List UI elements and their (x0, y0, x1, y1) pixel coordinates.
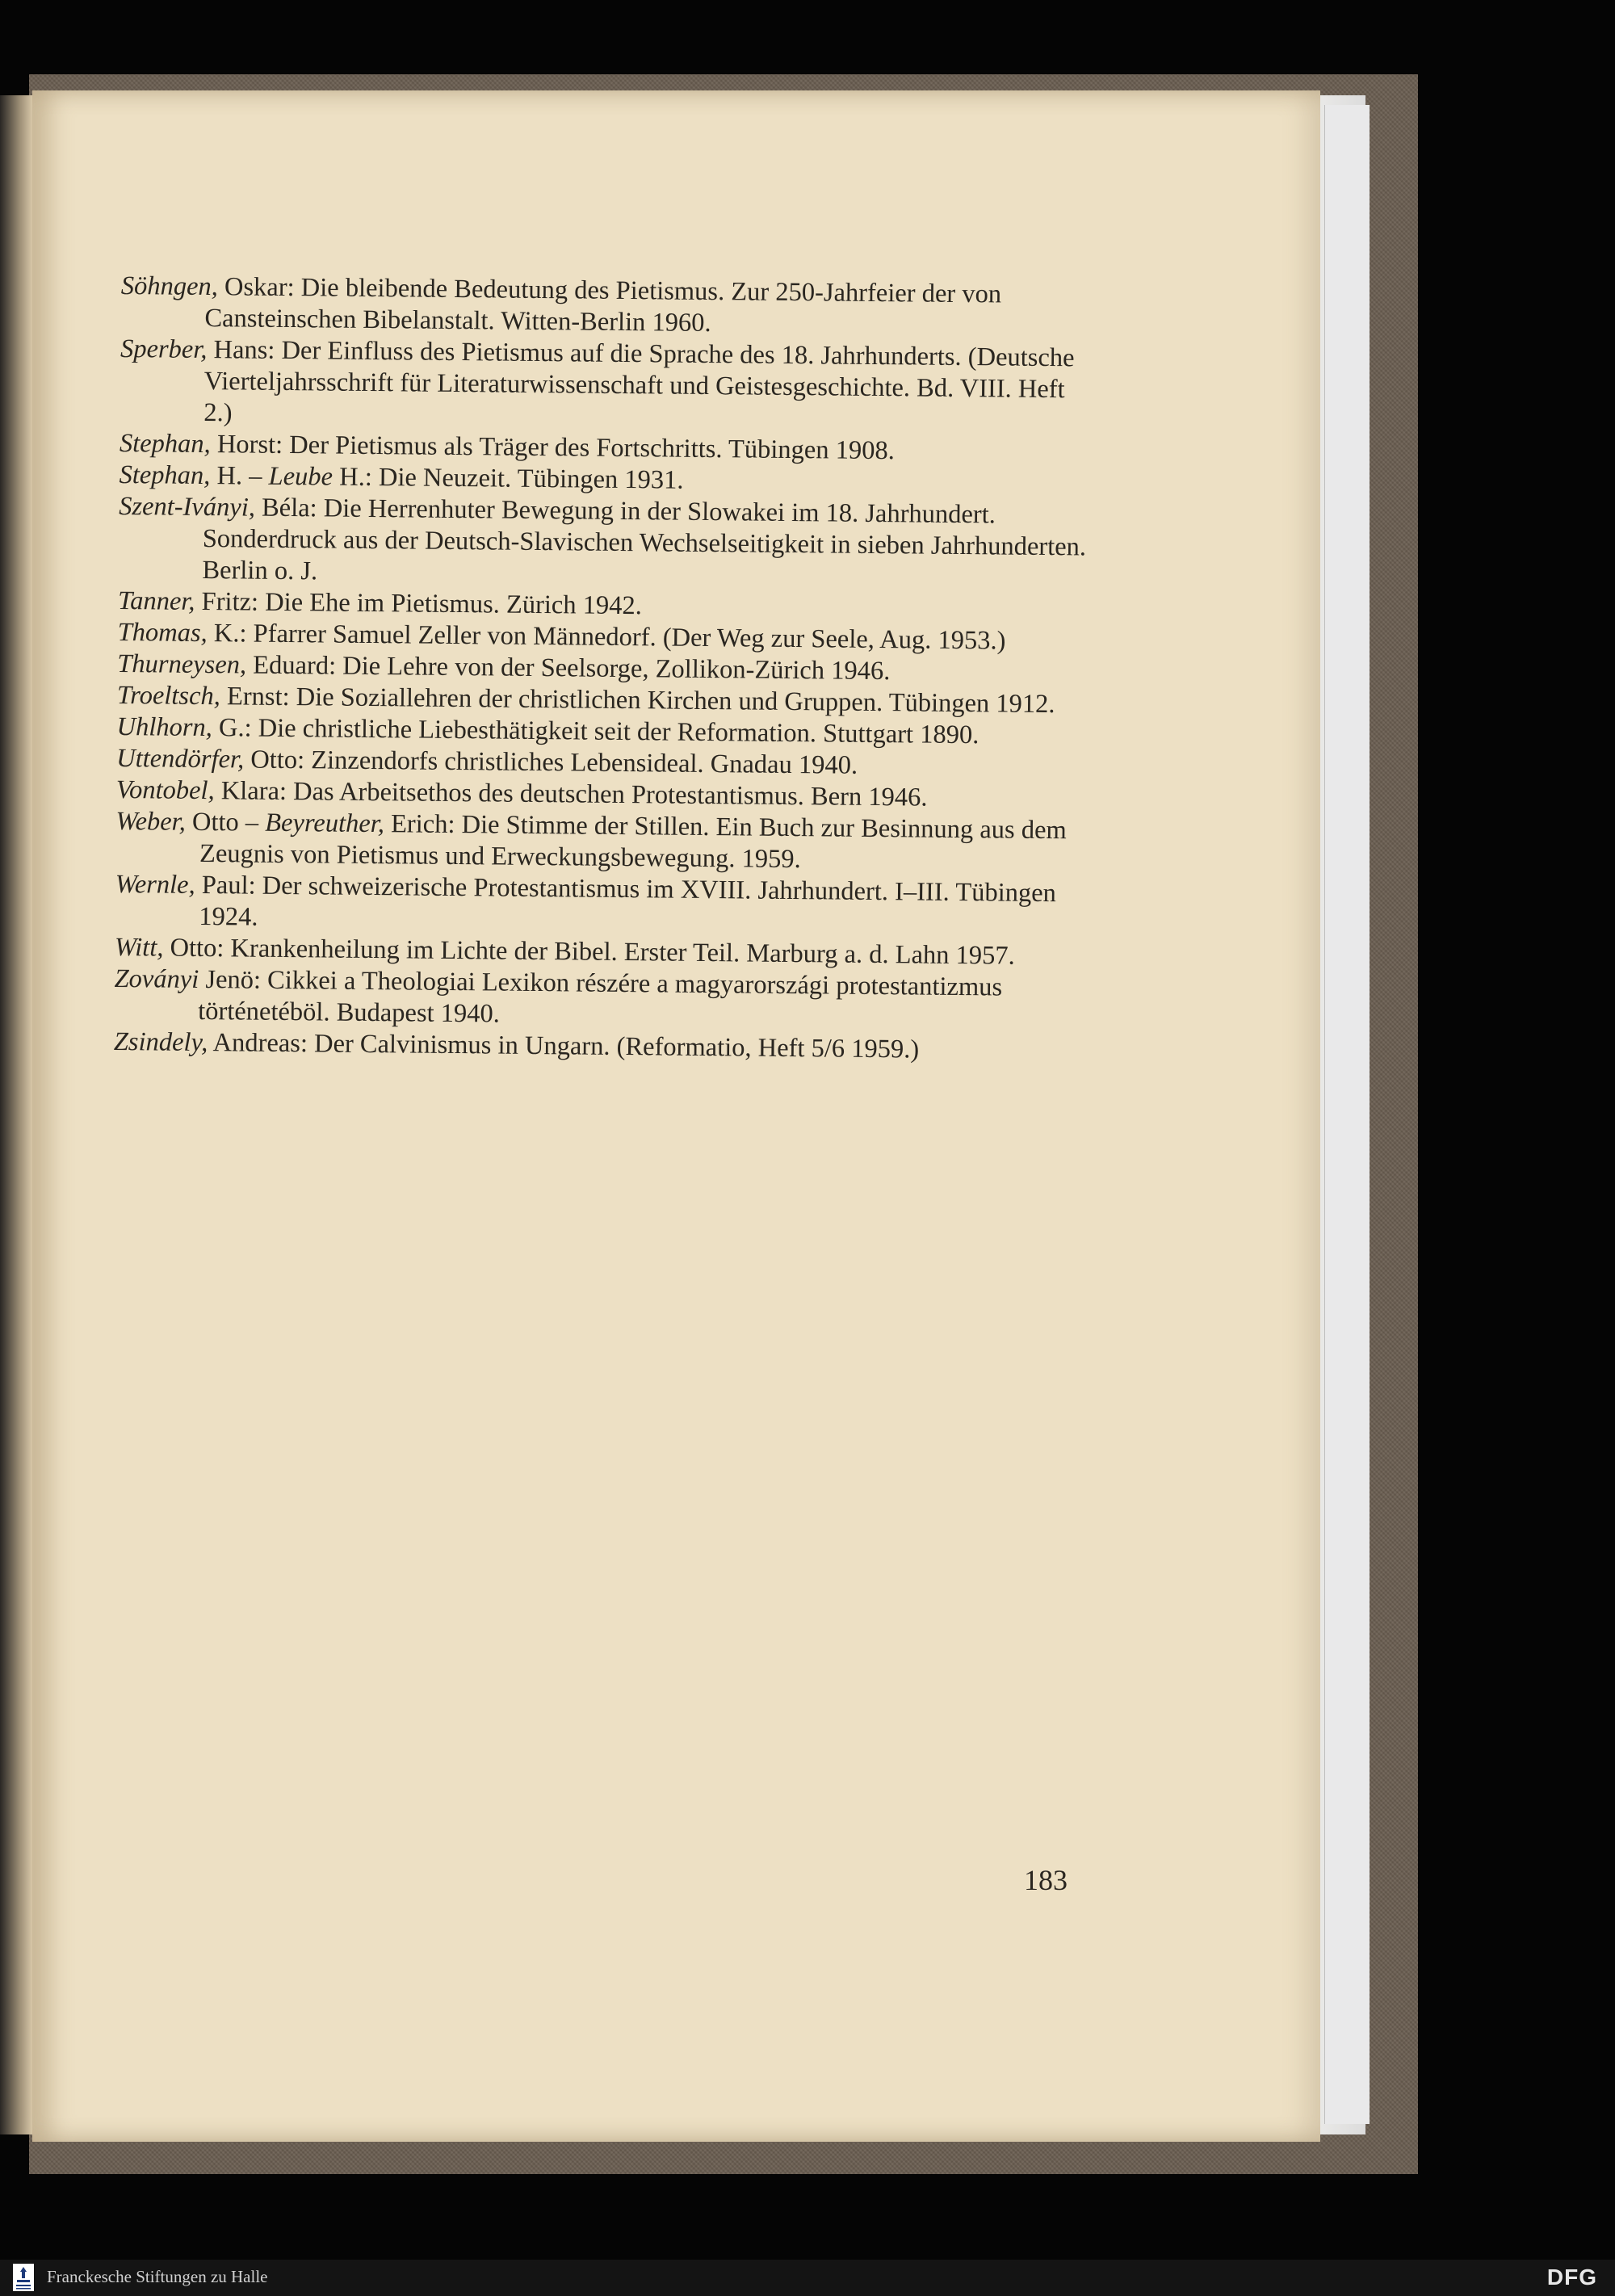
entry-author: Uhlhorn, (116, 711, 213, 743)
entry-author: Zsindely, (113, 1026, 208, 1058)
entry-text: K.: Pfarrer Samuel Zeller von Männedorf. (Der Weg zur Seele, Aug. 1953.) (207, 619, 1006, 656)
entry-author: Wernle, (115, 869, 195, 900)
bibliography-entry (120, 334, 1097, 438)
entry-author: Uttendörfer, (116, 743, 245, 774)
page-number: 183 (1024, 1864, 1068, 1896)
entry-author: Szent-Iványi, (119, 491, 256, 523)
dfg-logo: DFG (1546, 2265, 1597, 2290)
entry-author: Vontobel, (115, 774, 215, 806)
entry-author: Weber, (115, 806, 186, 837)
entry-author: Stephan, (119, 460, 211, 491)
entry-author: Witt, (114, 932, 164, 963)
entry-text: Oskar: Die bleibende Bedeutung des Pietismus. Zur 250-Jahrfeier der von Cansteinschen Bibelanstalt. Witten-Berlin 1960. (204, 272, 1002, 338)
bibliography-entry (114, 963, 1092, 1036)
entry-text: Klara: Das Arbeitsethos des deutschen Protestantismus. Bern 1946. (214, 776, 928, 812)
bibliography-entry (115, 806, 1093, 879)
entry-author: Stephan, (119, 428, 211, 460)
bibliography-list (114, 271, 1098, 1068)
gutter-strip (0, 95, 32, 2134)
institution-logo-icon (13, 2264, 34, 2291)
entry-text-continued: Erich: Die Stimme der Stillen. Ein Buch zur Besinnung aus dem Zeugnis von Pietismus und Erweckungsbewegung. 1959. (199, 809, 1067, 875)
entry-text: Otto: Zinzendorfs christliches Lebensideal. Gnadau 1940. (244, 745, 858, 780)
entry-text: Otto: Krankenheilung im Lichte der Bibel. Erster Teil. Marburg a. d. Lahn 1957. (163, 933, 1015, 971)
bibliography-entry (115, 869, 1093, 942)
entry-text: Paul: Der schweizerische Protestantismus im XVIII. Jahrhundert. I–III. Tübingen 1924. (195, 870, 1057, 932)
entry-text: Ernst: Die Soziallehren der christlichen Kirchen und Gruppen. Tübingen 1912. (220, 682, 1055, 720)
entry-author: Sperber, (120, 334, 208, 365)
entry-text: Jenö: Cikkei a Theologiai Lexikon részére a magyarországi protestantizmus történetéböl. Budapest 1940. (198, 964, 1003, 1029)
entry-text: Otto – (185, 807, 266, 837)
institution-name: Franckesche Stiftungen zu Halle (47, 2267, 268, 2286)
entry-text: G.: Die christliche Liebesthätigkeit seit der Reformation. Stuttgart 1890. (212, 713, 979, 750)
entry-author: Thurneysen, (117, 649, 247, 680)
entry-text: Horst: Der Pietismus als Träger des Fortschritts. Tübingen 1908. (210, 430, 896, 466)
entry-text: Béla: Die Herrenhuter Bewegung in der Slowakei im 18. Jahrhundert. Sonderdruck aus der Deutsch-Slavischen Wechselseitigkeit in sieben Jahrhunderten. Berlin o. J. (202, 493, 1087, 586)
entry-text: Andreas: Der Calvinismus in Ungarn. (Reformatio, Heft 5/6 1959.) (208, 1028, 920, 1064)
entry-text: Eduard: Die Lehre von der Seelsorge, Zollikon-Zürich 1946. (245, 650, 891, 686)
entry-text: Hans: Der Einfluss des Pietismus auf die Sprache des 18. Jahrhunderts. (Deutsche Vierteljahrsschrift für Literaturwissenschaft und Geistesgeschichte. Bd. VIII. Heft 2.) (203, 335, 1075, 428)
bibliography-entry (120, 271, 1098, 343)
entry-author: Söhngen, (120, 271, 219, 302)
entry-author: Thomas, (117, 617, 208, 649)
entry-text: H. – (210, 461, 269, 491)
entry-author: Zoványi (114, 963, 199, 994)
entry-coauthor: Leube (268, 461, 333, 492)
entry-author: Tanner, (117, 586, 195, 616)
viewer-footer (0, 2260, 1615, 2296)
entry-text-continued: H.: Die Neuzeit. Tübingen 1931. (332, 462, 684, 495)
bibliography-entry (118, 491, 1096, 595)
entry-coauthor: Beyreuther, (265, 808, 385, 839)
page-edge-inner (1324, 105, 1370, 2124)
entry-text: Fritz: Die Ehe im Pietismus. Zürich 1942. (195, 586, 642, 621)
entry-author: Troeltsch, (116, 680, 221, 711)
